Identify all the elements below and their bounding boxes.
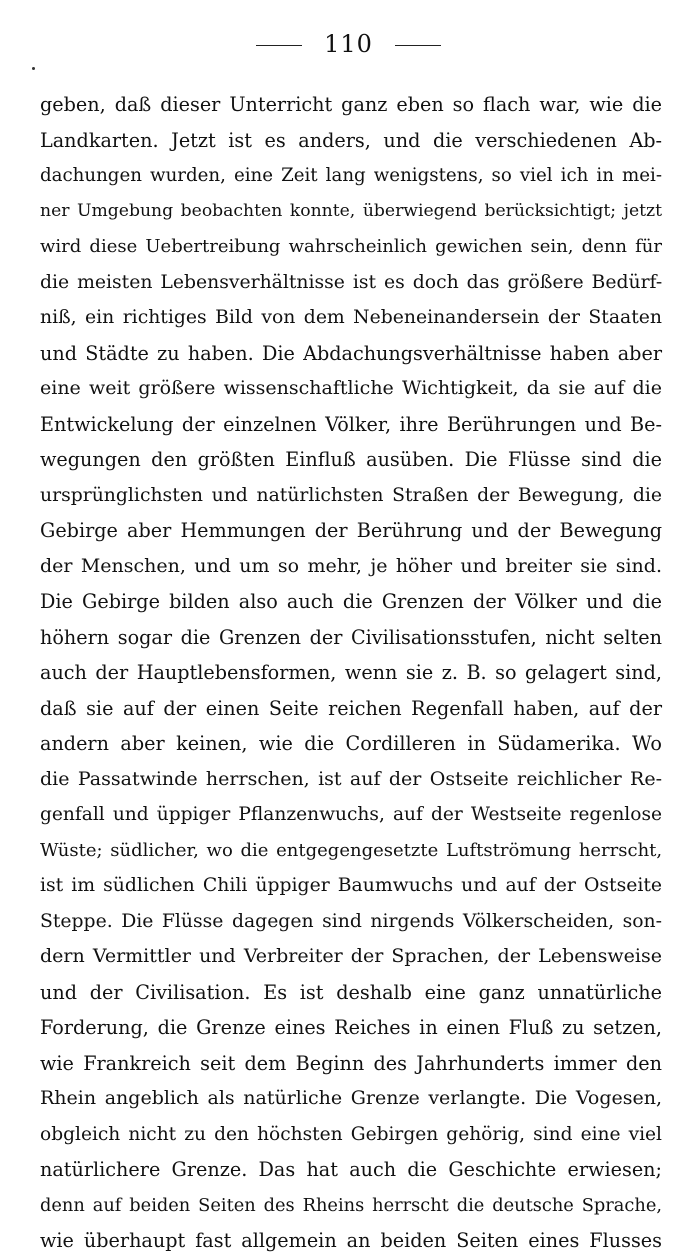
text-line: ist im südlichen Chili üppiger Baumwuchs und auf der Ostseite: [40, 875, 662, 896]
text-line: und Städte zu haben. Die Abdachungsverhältnisse haben aber: [40, 341, 662, 365]
page-header: [0, 30, 697, 58]
text-line: obgleich nicht zu den höchsten Gebirgen gehörig, sind eine viel: [40, 1123, 662, 1145]
text-line: eine weit größere wissenschaftliche Wichtigkeit, da sie auf die: [40, 377, 662, 399]
text-line: die meisten Lebensverhältnisse ist es doch das größere Bedürf-: [40, 271, 663, 293]
page-number: 110: [324, 30, 373, 58]
header-rule-right: [395, 45, 441, 46]
text-line: Rhein angeblich als natürliche Grenze verlangte. Die Vogesen,: [40, 1087, 662, 1109]
text-line: Forderung, die Grenze eines Reiches in einen Fluß zu setzen,: [40, 1016, 662, 1039]
text-line: genfall und üppiger Pflanzenwuchs, auf der Westseite regenlose: [40, 804, 662, 825]
text-line: geben, daß dieser Unterricht ganz eben so flach war, wie die: [40, 93, 662, 116]
text-line: wird diese Uebertreibung wahrscheinlich gewichen sein, denn für: [40, 236, 662, 257]
text-line: dachungen wurden, eine Zeit lang wenigstens, so viel ich in mei-: [40, 165, 662, 186]
text-line: und der Civilisation. Es ist deshalb eine ganz unnatürliche: [40, 980, 662, 1004]
text-line: ursprünglichsten und natürlichsten Straßen der Bewegung, die: [40, 484, 662, 506]
text-line: auch der Hauptlebensformen, wenn sie z. B. so gelagert sind,: [40, 661, 662, 684]
text-line: der Menschen, und um so mehr, je höher und breiter sie sind.: [40, 554, 662, 577]
text-line: wie Frankreich seit dem Beginn des Jahrhunderts immer den: [40, 1051, 662, 1075]
text-line: daß sie auf der einen Seite reichen Regenfall haben, auf der: [40, 696, 662, 720]
text-line: höhern sogar die Grenzen der Civilisationsstufen, nicht selten: [40, 625, 662, 649]
text-line: denn auf beiden Seiten des Rheins herrscht die deutsche Sprache,: [40, 1194, 662, 1216]
text-line: dern Vermittler und Verbreiter der Sprachen, der Lebensweise: [40, 945, 662, 967]
text-line: Gebirge aber Hemmungen der Berührung und der Bewegung: [40, 519, 662, 542]
text-line: andern aber keinen, wie die Cordilleren in Südamerika. Wo: [40, 732, 662, 755]
text-line: niß, ein richtiges Bild von dem Nebeneinandersein der Staaten: [40, 307, 662, 328]
ink-speck: [32, 67, 35, 70]
header-rule-left: [256, 45, 302, 46]
body-text: [40, 87, 662, 1259]
text-line: Wüste; südlicher, wo die entgegengesetzte Luftströmung herrscht,: [40, 839, 663, 861]
text-line: die Passatwinde herrschen, ist auf der Ostseite reichlicher Re-: [40, 767, 662, 790]
text-line: wegungen den größten Einfluß ausüben. Die Flüsse sind die: [40, 448, 662, 471]
text-line: Landkarten. Jetzt ist es anders, und die verschiedenen Ab-: [40, 128, 662, 152]
text-line: Entwickelung der einzelnen Völker, ihre Berührungen und Be-: [40, 412, 662, 436]
text-line: natürlichere Grenze. Das hat auch die Geschichte erwiesen;: [40, 1158, 662, 1181]
text-line: Steppe. Die Flüsse dagegen sind nirgends Völkerscheiden, son-: [40, 910, 662, 932]
text-line: Die Gebirge bilden also auch die Grenzen der Völker und die: [40, 590, 662, 613]
text-line: ner Umgebung beobachten konnte, überwiegend berücksichtigt; jetzt: [40, 200, 662, 221]
text-line: wie überhaupt fast allgemein an beiden Seiten eines Flusses: [40, 1229, 662, 1252]
